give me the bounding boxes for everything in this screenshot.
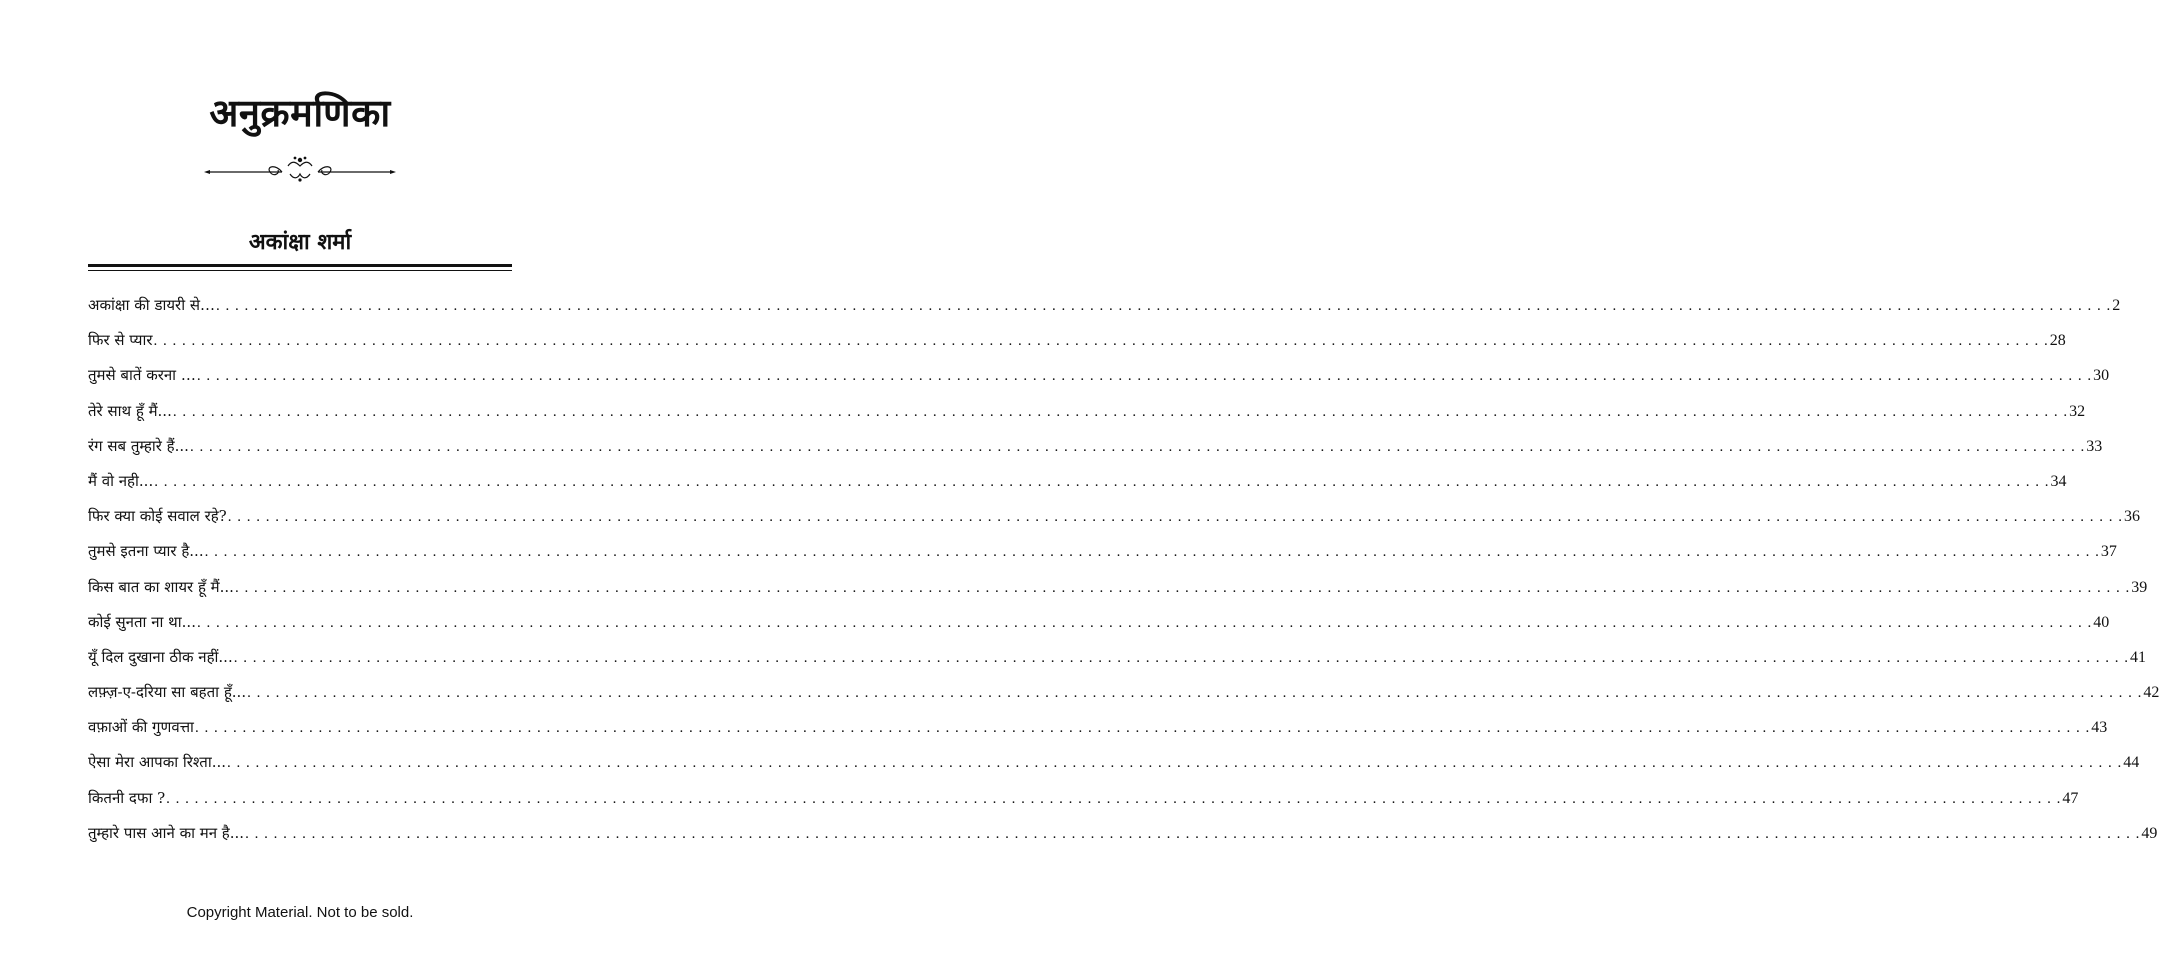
- toc-entry-title: अकांक्षा की डायरी से…: [88, 296, 215, 314]
- toc-entry-page-number: 34: [2050, 472, 2067, 490]
- toc-entry-page-number: 36: [2123, 508, 2140, 526]
- toc-entry-page-number: 2: [2112, 297, 2121, 314]
- dot-leader: . . . . . . . . . . . . . . . . . . . . . . . . . . . . . . . . . . . . . . . . . . . . . . . . . . . . . . . . . . . . . . . . . . . . . . . . . . . . . . . . . . . . . . . . . . . . . . . . . . . . . . . . . . . . . . . . . . . . . . . . . . . . . . . . . . . . . . . . . . . . . . . . . . . . . . . . . . . . . . . . . . . . . . . . . . . . . . . . . . . . . . . . . . . . . . . . . . . . . . . .: [166, 790, 2062, 807]
- dot-leader: . . . . . . . . . . . . . . . . . . . . . . . . . . . . . . . . . . . . . . . . . . . . . . . . . . . . . . . . . . . . . . . . . . . . . . . . . . . . . . . . . . . . . . . . . . . . . . . . . . . . . . . . . . . . . . . . . . . . . . . . . . . . . . . . . . . . . . . . . . . . . . . . . . . . . . . . . . . . . . . . . . . . . . . . . . . . . . . . . . . . . . . . . . . . . . . . . . . . . . . .: [154, 473, 2050, 490]
- flourish-divider-icon: [200, 150, 400, 190]
- dot-leader: . . . . . . . . . . . . . . . . . . . . . . . . . . . . . . . . . . . . . . . . . . . . . . . . . . . . . . . . . . . . . . . . . . . . . . . . . . . . . . . . . . . . . . . . . . . . . . . . . . . . . . . . . . . . . . . . . . . . . . . . . . . . . . . . . . . . . . . . . . . . . . . . . . . . . . . . . . . . . . . . . . . . . . . . . . . . . . . . . . . . . . . . . . . . . . . . . . . . . . . .: [227, 509, 2123, 526]
- dot-leader: . . . . . . . . . . . . . . . . . . . . . . . . . . . . . . . . . . . . . . . . . . . . . . . . . . . . . . . . . . . . . . . . . . . . . . . . . . . . . . . . . . . . . . . . . . . . . . . . . . . . . . . . . . . . . . . . . . . . . . . . . . . . . . . . . . . . . . . . . . . . . . . . . . . . . . . . . . . . . . . . . . . . . . . . . . . . . . . . . . . . . . . . . . . . . . . . . . . . . . . .: [247, 685, 2143, 702]
- toc-entry[interactable]: [88, 675, 2159, 710]
- toc-entry[interactable]: [88, 323, 2066, 358]
- toc-entry-page-number: 28: [2049, 332, 2066, 350]
- heading-rule-thin: [88, 270, 512, 271]
- heading-rule-thick: [88, 264, 512, 267]
- toc-entry-page-number: 32: [2069, 402, 2086, 420]
- toc-entry-title: मैं वो नही...: [88, 471, 154, 490]
- toc-entry-title: लफ़्ज़-ए-दरिया सा बहता हूँ...: [88, 683, 247, 702]
- dot-leader: . . . . . . . . . . . . . . . . . . . . . . . . . . . . . . . . . . . . . . . . . . . . . . . . . . . . . . . . . . . . . . . . . . . . . . . . . . . . . . . . . . . . . . . . . . . . . . . . . . . . . . . . . . . . . . . . . . . . . . . . . . . . . . . . . . . . . . . . . . . . . . . . . . . . . . . . . . . . . . . . . . . . . . . . . . . . . . . . . . . . . . . . . . . . . . . . . . . . . . . .: [245, 825, 2141, 842]
- toc-entry[interactable]: [88, 781, 2079, 816]
- toc-entry-page-number: 44: [2123, 754, 2140, 772]
- dot-leader: . . . . . . . . . . . . . . . . . . . . . . . . . . . . . . . . . . . . . . . . . . . . . . . . . . . . . . . . . . . . . . . . . . . . . . . . . . . . . . . . . . . . . . . . . . . . . . . . . . . . . . . . . . . . . . . . . . . . . . . . . . . . . . . . . . . . . . . . . . . . . . . . . . . . . . . . . . . . . . . . . . . . . . . . . . . . . . . . . . . . . . . . . . . . . . . . . . . . . . . .: [204, 544, 2100, 561]
- toc-entry-title: तेरे साथ हूँ मैं...: [88, 401, 172, 420]
- toc-entry-page-number: 41: [2129, 648, 2146, 666]
- toc-entry-title: ऐसा मेरा आपका रिश्ता...: [88, 753, 227, 772]
- dot-leader: . . . . . . . . . . . . . . . . . . . . . . . . . . . . . . . . . . . . . . . . . . . . . . . . . . . . . . . . . . . . . . . . . . . . . . . . . . . . . . . . . . . . . . . . . . . . . . . . . . . . . . . . . . . . . . . . . . . . . . . . . . . . . . . . . . . . . . . . . . . . . . . . . . . . . . . . . . . . . . . . . . . . . . . . . . . . . . . . . . . . . . . . . . . . . . . . . . . . . . . .: [153, 333, 2049, 350]
- toc-entry[interactable]: [88, 394, 2086, 429]
- toc-entry[interactable]: [88, 429, 2103, 464]
- toc-entry-title: तुमसे इतना प्यार है...: [88, 542, 204, 561]
- toc-entry[interactable]: [88, 499, 2140, 534]
- toc-entry-title: वफ़ाओं की गुणवत्ता: [88, 718, 194, 737]
- toc-entry[interactable]: [88, 534, 2117, 569]
- toc-entry-page-number: 40: [2093, 613, 2110, 631]
- toc-entry-page-number: 37: [2100, 543, 2117, 561]
- toc-entry[interactable]: [88, 745, 2140, 780]
- dot-leader: . . . . . . . . . . . . . . . . . . . . . . . . . . . . . . . . . . . . . . . . . . . . . . . . . . . . . . . . . . . . . . . . . . . . . . . . . . . . . . . . . . . . . . . . . . . . . . . . . . . . . . . . . . . . . . . . . . . . . . . . . . . . . . . . . . . . . . . . . . . . . . . . . . . . . . . . . . . . . . . . . . . . . . . . . . . . . . . . . . . . . . . . . . . . . . . . . . . . . . . .: [196, 368, 2093, 385]
- toc-entry-page-number: 39: [2131, 578, 2148, 596]
- dot-leader: . . . . . . . . . . . . . . . . . . . . . . . . . . . . . . . . . . . . . . . . . . . . . . . . . . . . . . . . . . . . . . . . . . . . . . . . . . . . . . . . . . . . . . . . . . . . . . . . . . . . . . . . . . . . . . . . . . . . . . . . . . . . . . . . . . . . . . . . . . . . . . . . . . . . . . . . . . . . . . . . . . . . . . . . . . . . . . . . . . . . . . . . . . . . . . . . . . . . . . . .: [172, 403, 2069, 420]
- toc-entry[interactable]: [88, 816, 2158, 851]
- dot-leader: . . . . . . . . . . . . . . . . . . . . . . . . . . . . . . . . . . . . . . . . . . . . . . . . . . . . . . . . . . . . . . . . . . . . . . . . . . . . . . . . . . . . . . . . . . . . . . . . . . . . . . . . . . . . . . . . . . . . . . . . . . . . . . . . . . . . . . . . . . . . . . . . . . . . . . . . . . . . . . . . . . . . . . . . . . . . . . . . . . . . . . . . . . . . . . . . . . . . . . . .: [196, 614, 2093, 631]
- dot-leader: . . . . . . . . . . . . . . . . . . . . . . . . . . . . . . . . . . . . . . . . . . . . . . . . . . . . . . . . . . . . . . . . . . . . . . . . . . . . . . . . . . . . . . . . . . . . . . . . . . . . . . . . . . . . . . . . . . . . . . . . . . . . . . . . . . . . . . . . . . . . . . . . . . . . . . . . . . . . . . . . . . . . . . . . . . . . . . . . . . . . . . . . . . . . . . . . . . . . . . . .: [194, 720, 2091, 737]
- dot-leader: . . . . . . . . . . . . . . . . . . . . . . . . . . . . . . . . . . . . . . . . . . . . . . . . . . . . . . . . . . . . . . . . . . . . . . . . . . . . . . . . . . . . . . . . . . . . . . . . . . . . . . . . . . . . . . . . . . . . . . . . . . . . . . . . . . . . . . . . . . . . . . . . . . . . . . . . . . . . . . . . . . . . . . . . . . . . . . . . . . . . . . . . . . . . . . . . . . . . . . . .: [189, 438, 2086, 455]
- toc-entry-title: तुम्हारे पास आने का मन है...: [88, 823, 245, 842]
- toc-entry-page-number: 47: [2062, 789, 2079, 807]
- toc-entry-page-number: 33: [2086, 437, 2103, 455]
- dot-leader: . . . . . . . . . . . . . . . . . . . . . . . . . . . . . . . . . . . . . . . . . . . . . . . . . . . . . . . . . . . . . . . . . . . . . . . . . . . . . . . . . . . . . . . . . . . . . . . . . . . . . . . . . . . . . . . . . . . . . . . . . . . . . . . . . . . . . . . . . . . . . . . . . . . . . . . . . . . . . . . . . . . . . . . . . . . . . . . . . . . . . . . . . . . . . . . . . . . . . . . .: [234, 579, 2131, 596]
- toc-entry-title: फिर से प्यार: [88, 331, 153, 350]
- toc-entry[interactable]: [88, 640, 2146, 675]
- toc-entry[interactable]: [88, 358, 2110, 393]
- toc-entry-page-number: 42: [2143, 684, 2159, 702]
- toc-entry-title: रंग सब तुम्हारे हैं...: [88, 436, 189, 455]
- toc-entry-title: कितनी दफा ?: [88, 788, 166, 807]
- toc-entry[interactable]: [88, 570, 2148, 605]
- toc-entry[interactable]: [88, 710, 2108, 745]
- dot-leader: . . . . . . . . . . . . . . . . . . . . . . . . . . . . . . . . . . . . . . . . . . . . . . . . . . . . . . . . . . . . . . . . . . . . . . . . . . . . . . . . . . . . . . . . . . . . . . . . . . . . . . . . . . . . . . . . . . . . . . . . . . . . . . . . . . . . . . . . . . . . . . . . . . . . . . . . . . . . . . . . . . . . . . . . . . . . . . . . . . . . . . . . . . . . . . . . . . . . . . . .: [216, 298, 2112, 314]
- page-title: अनुक्रमणिका: [209, 90, 391, 135]
- toc-entry-page-number: 30: [2093, 367, 2110, 385]
- toc-entry[interactable]: [88, 464, 2067, 499]
- toc-entry-title: फिर क्या कोई सवाल रहे?: [88, 507, 227, 526]
- toc-entry[interactable]: [88, 605, 2110, 640]
- dot-leader: . . . . . . . . . . . . . . . . . . . . . . . . . . . . . . . . . . . . . . . . . . . . . . . . . . . . . . . . . . . . . . . . . . . . . . . . . . . . . . . . . . . . . . . . . . . . . . . . . . . . . . . . . . . . . . . . . . . . . . . . . . . . . . . . . . . . . . . . . . . . . . . . . . . . . . . . . . . . . . . . . . . . . . . . . . . . . . . . . . . . . . . . . . . . . . . . . . . . . . . .: [233, 649, 2129, 666]
- toc-entry-title: तुमसे बातें करना …: [88, 366, 196, 385]
- table-of-contents: [88, 288, 2159, 851]
- author-name: अकांक्षा शर्मा: [248, 229, 352, 255]
- copyright-notice: Copyright Material. Not to be sold.: [186, 904, 414, 921]
- toc-entry-page-number: 43: [2091, 719, 2108, 737]
- toc-entry-title: किस बात का शायर हूँ मैं...: [88, 577, 234, 596]
- dot-leader: . . . . . . . . . . . . . . . . . . . . . . . . . . . . . . . . . . . . . . . . . . . . . . . . . . . . . . . . . . . . . . . . . . . . . . . . . . . . . . . . . . . . . . . . . . . . . . . . . . . . . . . . . . . . . . . . . . . . . . . . . . . . . . . . . . . . . . . . . . . . . . . . . . . . . . . . . . . . . . . . . . . . . . . . . . . . . . . . . . . . . . . . . . . . . . . . . . . . . . . .: [227, 755, 2123, 772]
- toc-entry[interactable]: [88, 288, 2121, 323]
- toc-entry-title: कोई सुनता ना था...: [88, 612, 196, 631]
- toc-entry-page-number: 49: [2141, 824, 2158, 842]
- toc-entry-title: यूँ दिल दुखाना ठीक नहीं...: [88, 647, 233, 666]
